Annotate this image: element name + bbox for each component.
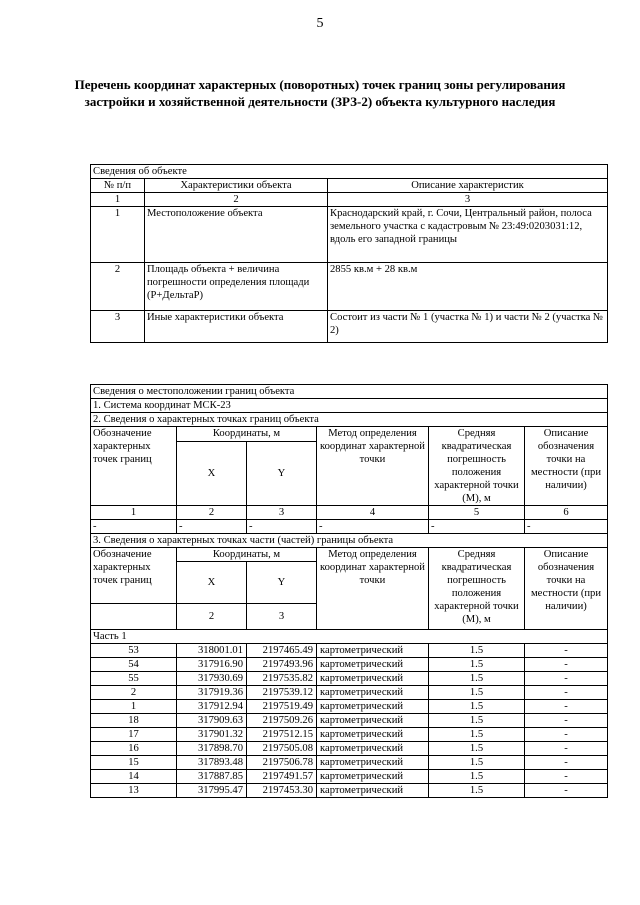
point-x: 317887.85 [177, 770, 247, 784]
empty-dash: - [91, 520, 177, 534]
col-header-x: X [177, 562, 247, 604]
point-method: картометрический [317, 672, 429, 686]
point-id: 55 [91, 672, 177, 686]
point-method: картометрический [317, 644, 429, 658]
col-header-y: Y [247, 441, 317, 505]
point-desc: - [525, 756, 608, 770]
point-row [91, 686, 608, 700]
point-y: 2197539.12 [247, 686, 317, 700]
section-part-points: 3. Сведения о характерных точках части (частей) границы объекта [91, 534, 608, 548]
col-number: 3 [247, 604, 317, 630]
point-x: 317995.47 [177, 784, 247, 798]
row-num: 2 [91, 263, 145, 311]
point-method: картометрический [317, 756, 429, 770]
col-header-x: X [177, 441, 247, 505]
point-id: 14 [91, 770, 177, 784]
point-id: 1 [91, 700, 177, 714]
point-method: картометрический [317, 742, 429, 756]
point-accuracy: 1.5 [429, 770, 525, 784]
row-num: 1 [91, 207, 145, 263]
row-characteristic: Площадь объекта + величина погрешности определения площади (Р+ДельтаР) [145, 263, 328, 311]
col-header-characteristic: Характеристики объекта [145, 179, 328, 193]
col-number: 4 [317, 506, 429, 520]
point-x: 317898.70 [177, 742, 247, 756]
col-header-coords: Координаты, м [177, 548, 317, 562]
point-y: 2197465.49 [247, 644, 317, 658]
points-list [91, 644, 608, 798]
col-number: 1 [91, 193, 145, 207]
point-y: 2197509.26 [247, 714, 317, 728]
point-row [91, 784, 608, 798]
point-row [91, 728, 608, 742]
point-id: 17 [91, 728, 177, 742]
point-y: 2197453.30 [247, 784, 317, 798]
point-y: 2197493.96 [247, 658, 317, 672]
col-header-method: Метод определения координат характерной точки [317, 427, 429, 506]
point-row [91, 714, 608, 728]
point-desc: - [525, 644, 608, 658]
empty-dash: - [247, 520, 317, 534]
col-header-num: № п/п [91, 179, 145, 193]
col-number: 2 [177, 506, 247, 520]
point-accuracy: 1.5 [429, 728, 525, 742]
point-method: картометрический [317, 784, 429, 798]
point-accuracy: 1.5 [429, 672, 525, 686]
point-row [91, 700, 608, 714]
point-method: картометрический [317, 686, 429, 700]
point-y: 2197505.08 [247, 742, 317, 756]
point-x: 317909.63 [177, 714, 247, 728]
empty-dash: - [429, 520, 525, 534]
col-header-description: Описание обозначения точки на местности (при наличии) [525, 548, 608, 630]
point-x: 317930.69 [177, 672, 247, 686]
object-info-header: Сведения об объекте [91, 165, 608, 179]
col-header-description: Описание обозначения точки на местности (при наличии) [525, 427, 608, 506]
point-id: 2 [91, 686, 177, 700]
object-info-table [90, 164, 608, 343]
point-x: 317916.90 [177, 658, 247, 672]
col-number: 3 [247, 506, 317, 520]
point-id: 13 [91, 784, 177, 798]
row-characteristic: Иные характеристики объекта [145, 311, 328, 343]
col-number: 2 [145, 193, 328, 207]
point-id: 15 [91, 756, 177, 770]
point-accuracy: 1.5 [429, 714, 525, 728]
section-boundary-points: 2. Сведения о характерных точках границ объекта [91, 413, 608, 427]
col-header-method: Метод определения координат характерной точки [317, 548, 429, 630]
point-desc: - [525, 686, 608, 700]
part-label: Часть 1 [91, 630, 608, 644]
col-header-point: Обозначение характерных точек границ [91, 548, 177, 604]
col-number: 5 [429, 506, 525, 520]
point-id: 18 [91, 714, 177, 728]
point-method: картометрический [317, 770, 429, 784]
col-header-description: Описание характеристик [328, 179, 608, 193]
empty-dash: - [177, 520, 247, 534]
page-title: Перечень координат характерных (поворотных) точек границ зоны регулирования застройки и хозяйственной деятельности (ЗРЗ-2) объекта культурного наследия [74, 77, 566, 109]
empty-dash: - [317, 520, 429, 534]
point-row [91, 742, 608, 756]
point-method: картометрический [317, 714, 429, 728]
point-y: 2197535.82 [247, 672, 317, 686]
point-method: картометрический [317, 700, 429, 714]
point-accuracy: 1.5 [429, 644, 525, 658]
point-desc: - [525, 728, 608, 742]
point-accuracy: 1.5 [429, 658, 525, 672]
point-desc: - [525, 714, 608, 728]
point-y: 2197491.57 [247, 770, 317, 784]
point-accuracy: 1.5 [429, 686, 525, 700]
location-header: Сведения о местоположении границ объекта [91, 385, 608, 399]
point-method: картометрический [317, 728, 429, 742]
point-y: 2197506.78 [247, 756, 317, 770]
col-number: 2 [177, 604, 247, 630]
point-x: 317919.36 [177, 686, 247, 700]
col-header-coords: Координаты, м [177, 427, 317, 442]
point-id: 54 [91, 658, 177, 672]
point-row [91, 770, 608, 784]
col-header-accuracy: Средняя квадратическая погрешность положения характерной точки (М), м [429, 548, 525, 630]
point-accuracy: 1.5 [429, 756, 525, 770]
point-accuracy: 1.5 [429, 742, 525, 756]
row-num: 3 [91, 311, 145, 343]
point-x: 317893.48 [177, 756, 247, 770]
col-header-y: Y [247, 562, 317, 604]
col-header-accuracy: Средняя квадратическая погрешность положения характерной точки (М), м [429, 427, 525, 506]
page-number: 5 [316, 16, 324, 31]
point-x: 317912.94 [177, 700, 247, 714]
point-row [91, 672, 608, 686]
point-desc: - [525, 784, 608, 798]
empty-dash: - [525, 520, 608, 534]
point-desc: - [525, 700, 608, 714]
point-row [91, 644, 608, 658]
point-accuracy: 1.5 [429, 700, 525, 714]
row-characteristic: Местоположение объекта [145, 207, 328, 263]
point-id: 16 [91, 742, 177, 756]
point-row [91, 756, 608, 770]
coordinate-system: 1. Система координат МСК-23 [91, 399, 608, 413]
point-y: 2197519.49 [247, 700, 317, 714]
row-description: Краснодарский край, г. Сочи, Центральный район, полоса земельного участка с кадастровым № 23:49:0203031:12, вдоль его западной границы [328, 207, 608, 263]
col-header-point: Обозначение характерных точек границ [91, 427, 177, 506]
point-desc: - [525, 672, 608, 686]
point-x: 318001.01 [177, 644, 247, 658]
point-row [91, 658, 608, 672]
point-desc: - [525, 742, 608, 756]
point-desc: - [525, 658, 608, 672]
point-desc: - [525, 770, 608, 784]
point-id: 53 [91, 644, 177, 658]
row-description: 2855 кв.м + 28 кв.м [328, 263, 608, 311]
row-description: Состоит из части № 1 (участка № 1) и части № 2 (участка № 2) [328, 311, 608, 343]
location-table [90, 384, 608, 798]
point-y: 2197512.15 [247, 728, 317, 742]
col-number: 3 [328, 193, 608, 207]
col-header-point-cont [91, 604, 177, 630]
point-accuracy: 1.5 [429, 784, 525, 798]
point-method: картометрический [317, 658, 429, 672]
point-x: 317901.32 [177, 728, 247, 742]
col-number: 1 [91, 506, 177, 520]
col-number: 6 [525, 506, 608, 520]
